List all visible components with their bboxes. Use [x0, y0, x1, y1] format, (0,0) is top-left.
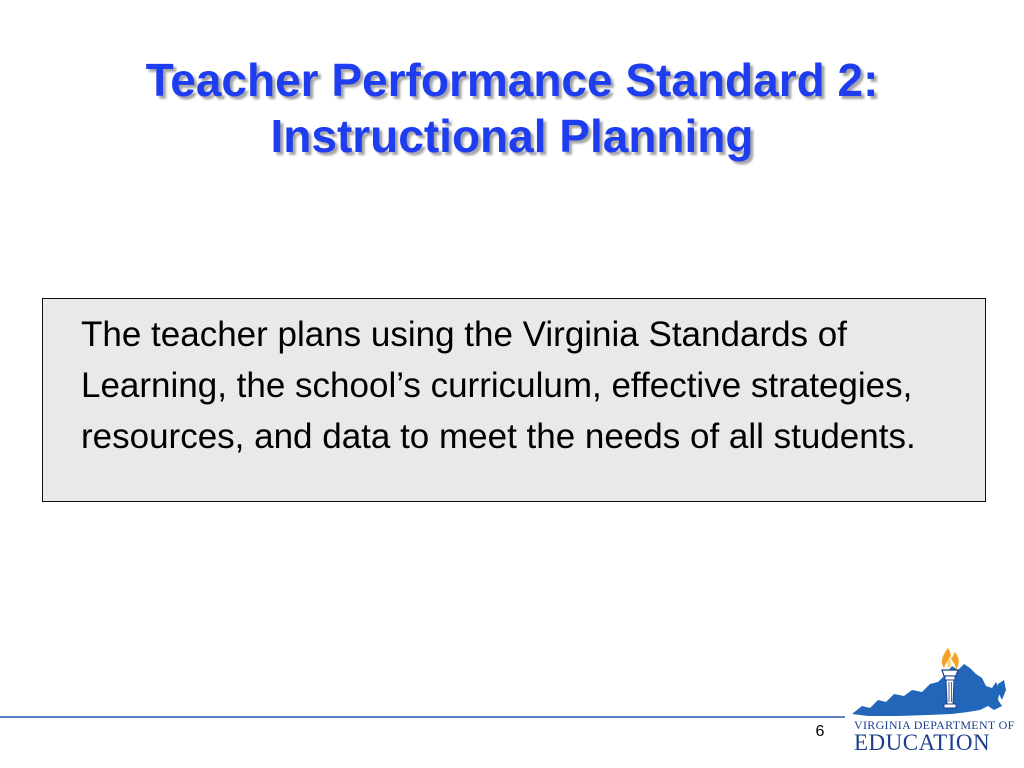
slide-title-line-2: Instructional Planning — [270, 110, 754, 162]
logo-text-department: VIRGINIA DEPARTMENT OF — [854, 718, 1015, 732]
virginia-state-torch-icon — [848, 644, 1014, 718]
slide-title-line-1: Teacher Performance Standard 2: — [145, 54, 879, 106]
standard-text: The teacher plans using the Virginia Standards of Learning, the school’s curriculum, effective strategies, resources, and data to meet the needs of all students. — [81, 315, 916, 456]
footer-divider — [0, 716, 845, 718]
vdoe-logo — [848, 644, 1014, 758]
slide-title — [0, 52, 1024, 164]
page-number: 6 — [815, 723, 825, 740]
standard-text-box — [42, 298, 986, 502]
logo-text-education: EDUCATION — [854, 730, 991, 755]
